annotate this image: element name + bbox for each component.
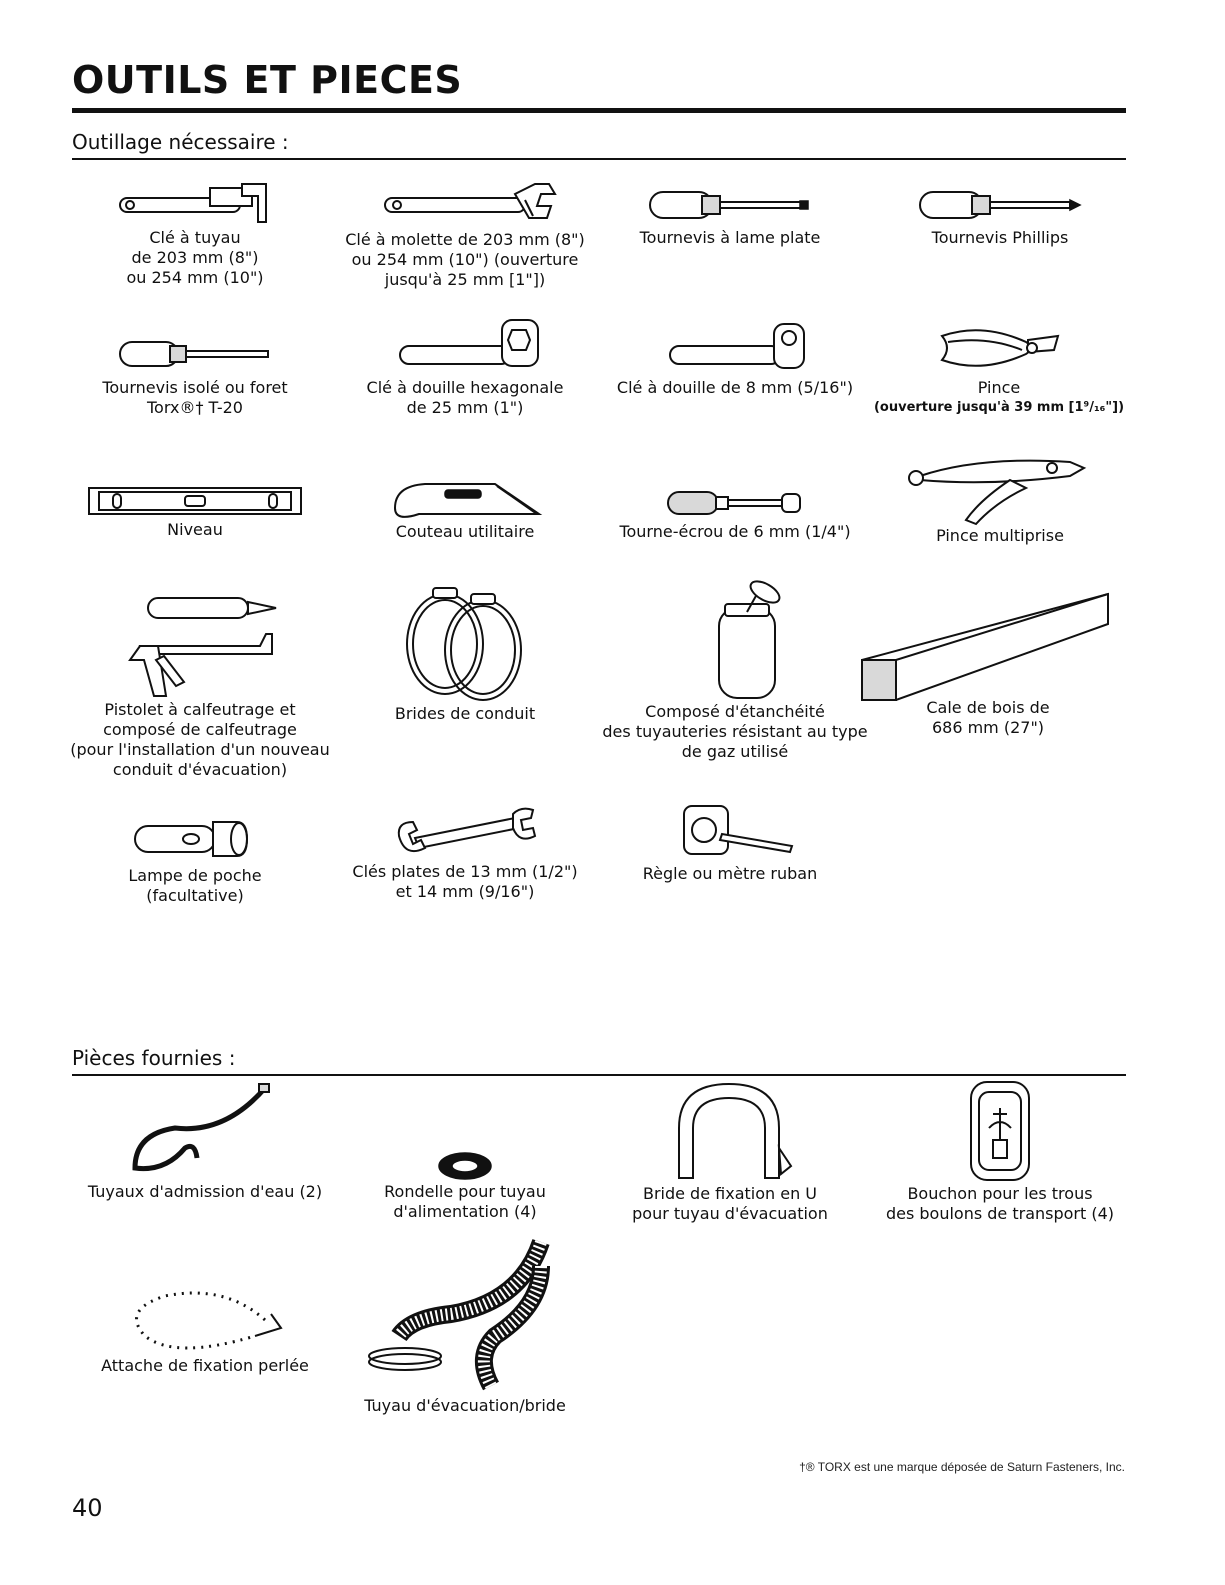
tool-pipe-sealant	[595, 582, 875, 762]
beaded-tie-icon	[115, 1278, 295, 1356]
level-icon	[87, 480, 303, 520]
inlet-hoses-caption: Tuyaux d'admission d'eau (2)	[87, 1182, 323, 1201]
page-number: 40	[72, 1494, 103, 1522]
u-clamp-caption: Bride de fixation en U pour tuyau d'évacuation	[632, 1184, 828, 1223]
adjustable-wrench-caption: Clé à molette de 203 mm (8") ou 254 mm (10") (ouverture jusqu'à 25 mm [1"])	[345, 230, 585, 289]
tool-utility-knife	[355, 478, 575, 542]
caulking-gun-caption: Pistolet à calfeutrage et composé de calfeutrage (pour l'installation d'un nouveau conduit d'évacuation)	[70, 700, 330, 779]
hose-washer-icon	[430, 1148, 500, 1182]
tool-adjustable-wrench	[330, 180, 600, 290]
nut-driver-icon	[660, 484, 810, 522]
tool-duct-clamps	[360, 580, 570, 724]
tool-socket-wrench	[600, 312, 870, 398]
part-inlet-hoses	[75, 1082, 335, 1202]
socket-wrench-caption: Clé à douille de 8 mm (5/16")	[616, 378, 854, 397]
torx-screwdriver-caption: Tournevis isolé ou foret Torx®† T-20	[102, 378, 288, 417]
tool-pliers	[868, 318, 1130, 418]
nut-driver-caption: Tourne-écrou de 6 mm (1/4")	[619, 522, 851, 541]
open-end-wrenches-caption: Clés plates de 13 mm (1/2") et 14 mm (9/16")	[352, 862, 578, 901]
pliers-caption: Pince	[977, 378, 1021, 397]
socket-wrench-icon	[650, 312, 820, 378]
pipe-sealant-caption: Composé d'étanchéité des tuyauteries résistant au type de gaz utilisé	[602, 702, 868, 761]
title-rule	[72, 108, 1126, 113]
open-end-wrenches-icon	[385, 806, 545, 862]
flashlight-caption: Lampe de poche (facultative)	[128, 866, 262, 905]
part-hole-plug	[880, 1080, 1120, 1224]
tool-locking-pliers	[890, 446, 1110, 546]
part-u-clamp	[610, 1078, 850, 1224]
locking-pliers-caption: Pince multiprise	[936, 526, 1064, 545]
hex-socket-wrench-icon	[380, 312, 550, 378]
locking-pliers-icon	[900, 446, 1100, 526]
beaded-tie-caption: Attache de fixation perlée	[101, 1356, 309, 1375]
utility-knife-caption: Couteau utilitaire	[395, 522, 535, 541]
pipe-sealant-icon	[675, 582, 795, 702]
tool-level	[85, 480, 305, 540]
hose-washer-caption: Rondelle pour tuyau d'alimentation (4)	[384, 1182, 546, 1221]
wood-block-icon	[858, 588, 1118, 698]
tape-measure-icon	[660, 800, 800, 864]
wood-block-caption: Cale de bois de 686 mm (27")	[926, 698, 1050, 737]
tool-nut-driver	[600, 484, 870, 542]
pliers-icon	[924, 318, 1074, 378]
tool-wood-block	[846, 588, 1130, 738]
flat-screwdriver-icon	[640, 180, 820, 228]
pliers-note: (ouverture jusqu'à 39 mm [1⁹/₁₆"])	[873, 400, 1125, 415]
tool-caulking-gun	[60, 584, 340, 780]
part-drain-hose	[335, 1236, 595, 1416]
drain-hose-icon	[355, 1236, 575, 1396]
tool-phillips-screwdriver	[890, 180, 1110, 248]
tape-measure-caption: Règle ou mètre ruban	[642, 864, 818, 883]
page-title: OUTILS ET PIECES	[72, 58, 463, 102]
pipe-wrench-icon	[110, 180, 280, 228]
flat-screwdriver-caption: Tournevis à lame plate	[639, 228, 821, 247]
tools-section-title: Outillage nécessaire :	[72, 130, 289, 154]
tool-flat-screwdriver	[620, 180, 840, 248]
tool-torx-screwdriver	[80, 318, 310, 418]
tool-flashlight	[85, 810, 305, 906]
drain-hose-caption: Tuyau d'évacuation/bride	[364, 1396, 566, 1415]
u-clamp-icon	[655, 1078, 805, 1184]
tool-hex-socket-wrench	[345, 312, 585, 418]
part-beaded-tie	[75, 1278, 335, 1376]
hole-plug-caption: Bouchon pour les trous des boulons de transport (4)	[885, 1184, 1115, 1223]
caulking-gun-icon	[110, 584, 290, 700]
torx-screwdriver-icon	[110, 318, 280, 378]
utility-knife-icon	[385, 478, 545, 522]
parts-section-title: Pièces fournies :	[72, 1046, 236, 1070]
tool-open-end-wrenches	[335, 806, 595, 902]
torx-trademark-footnote: †® TORX est une marque déposée de Saturn Fasteners, Inc.	[799, 1460, 1125, 1474]
parts-section-rule	[72, 1074, 1126, 1076]
part-hose-washer	[355, 1148, 575, 1222]
phillips-screwdriver-caption: Tournevis Phillips	[931, 228, 1069, 247]
pipe-wrench-caption: Clé à tuyau de 203 mm (8") ou 254 mm (10")	[126, 228, 264, 287]
hex-socket-wrench-caption: Clé à douille hexagonale de 25 mm (1")	[366, 378, 564, 417]
phillips-screwdriver-icon	[910, 180, 1090, 228]
tools-section-rule	[72, 158, 1126, 160]
inlet-hose-icon	[125, 1082, 285, 1182]
hole-plug-icon	[965, 1080, 1035, 1184]
level-caption: Niveau	[167, 520, 223, 539]
flashlight-icon	[125, 810, 265, 866]
duct-clamps-caption: Brides de conduit	[394, 704, 536, 723]
duct-clamps-icon	[395, 580, 535, 704]
tool-pipe-wrench	[85, 180, 305, 288]
tool-tape-measure	[620, 800, 840, 884]
adjustable-wrench-icon	[365, 180, 565, 230]
